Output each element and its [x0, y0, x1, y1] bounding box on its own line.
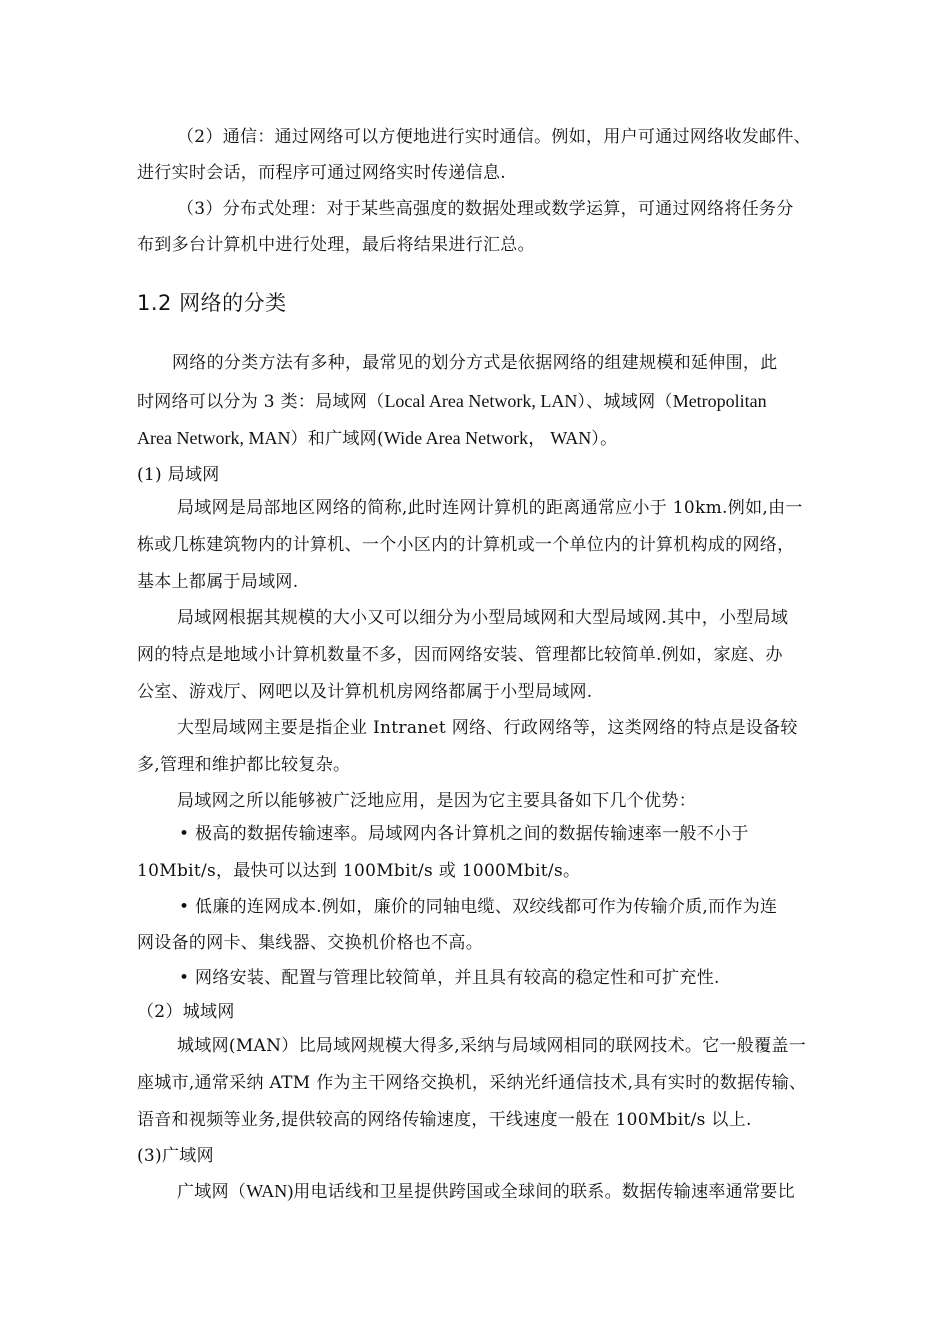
intro-line-3: （3）分布式处理：对于某些高强度的数据处理或数学运算，可通过网络将任务分	[177, 199, 794, 219]
classification-line-1: 网络的分类方法有多种，最常见的划分方式是依据网络的组建规模和延伸围，此	[172, 353, 778, 373]
wan-abbreviation: WAN)	[246, 1181, 294, 1201]
classification-line-3-middle: ）和广域网(	[290, 429, 384, 449]
bullet-item-2: • 低廉的连网成本.例如，廉价的同轴电缆、双绞线都可作为传输介质,而作为连	[179, 897, 778, 917]
bullet-item-1: • 极高的数据传输速率。局域网内各计算机之间的数据传输速率一般不小于	[179, 824, 749, 844]
body-line-6: 公室、游戏厅、网吧以及计算机机房网络都属于小型局域网.	[137, 682, 593, 702]
lan-subheading: (1) 局域网	[137, 465, 220, 485]
intro-line-2: 进行实时会话，而程序可通过网络实时传递信息.	[137, 163, 507, 183]
final-line-suffix: 用电话线和卫星提供跨国或全球间的联系。数据传输速率通常要比	[293, 1182, 795, 1202]
bullet-item-3: • 网络安装、配置与管理比较简单，并且具有较高的稳定性和可扩充性.	[179, 968, 720, 988]
intro-line-1: （2）通信：通过网络可以方便地进行实时通信。例如，用户可通过网络收发邮件、	[177, 127, 811, 147]
body-line-5: 网的特点是地域小计算机数量不多，因而网络安装、管理都比较简单.例如，家庭、办	[137, 645, 783, 665]
body-line-4: 局域网根据其规模的大小又可以细分为小型局域网和大型局域网.其中，小型局域	[177, 608, 789, 628]
body-line-7: 大型局域网主要是指企业 Intranet 网络、行政网络等，这类网络的特点是设备较	[177, 718, 798, 738]
man-full-name-end: Area Network, MAN	[137, 428, 291, 448]
man-full-name-start: Metropolitan	[672, 391, 767, 411]
body-line-1: 局域网是局部地区网络的简称,此时连网计算机的距离通常应小于 10km.例如,由一	[177, 498, 803, 518]
intro-line-4: 布到多台计算机中进行处理，最后将结果进行汇总。	[137, 235, 535, 255]
body-line-16: 城域网(MAN）比局域网规模大得多,采纳与局域网相同的联网技术。它一般覆盖一	[177, 1036, 806, 1056]
final-line-prefix: 广域网（	[177, 1182, 247, 1202]
final-line	[177, 1181, 795, 1202]
man-subheading: （2）城域网	[137, 1002, 235, 1022]
body-line-2: 栋或几栋建筑物内的计算机、一个小区内的计算机或一个单位内的计算机构成的网络，	[137, 535, 795, 555]
wan-full-name: Wide Area Network， WAN	[383, 428, 592, 448]
classification-line-2-middle: ）、城域网（	[577, 392, 673, 412]
classification-line-2	[137, 391, 767, 412]
classification-line-3-suffix: ）。	[591, 429, 618, 449]
lan-full-name: Local Area Network, LAN	[384, 391, 578, 411]
bullet-item-2-continued: 网设备的网卡、集线器、交换机价格也不高。	[137, 933, 483, 953]
classification-line-2-prefix: 时网络可以分为 3 类：局域网（	[137, 392, 385, 412]
body-line-8: 多,管理和维护都比较复杂。	[137, 755, 351, 775]
section-heading: 1.2 网络的分类	[137, 291, 287, 315]
bullet-item-1-continued: 10Mbit/s，最快可以达到 100Mbit/s 或 1000Mbit/s。	[137, 861, 581, 881]
body-line-9: 局域网之所以能够被广泛地应用，是因为它主要具备如下几个优势：	[177, 791, 696, 811]
body-line-17: 座城市,通常采纳 ATM 作为主干网络交换机，采纳光纤通信技术,具有实时的数据传输、	[137, 1073, 807, 1093]
classification-line-3	[137, 428, 617, 449]
body-line-18: 语音和视频等业务,提供较高的网络传输速度，干线速度一般在 100Mbit/s 以上.	[137, 1110, 752, 1130]
wan-subheading: (3)广域网	[137, 1146, 214, 1166]
body-line-3: 基本上都属于局域网.	[137, 572, 299, 592]
